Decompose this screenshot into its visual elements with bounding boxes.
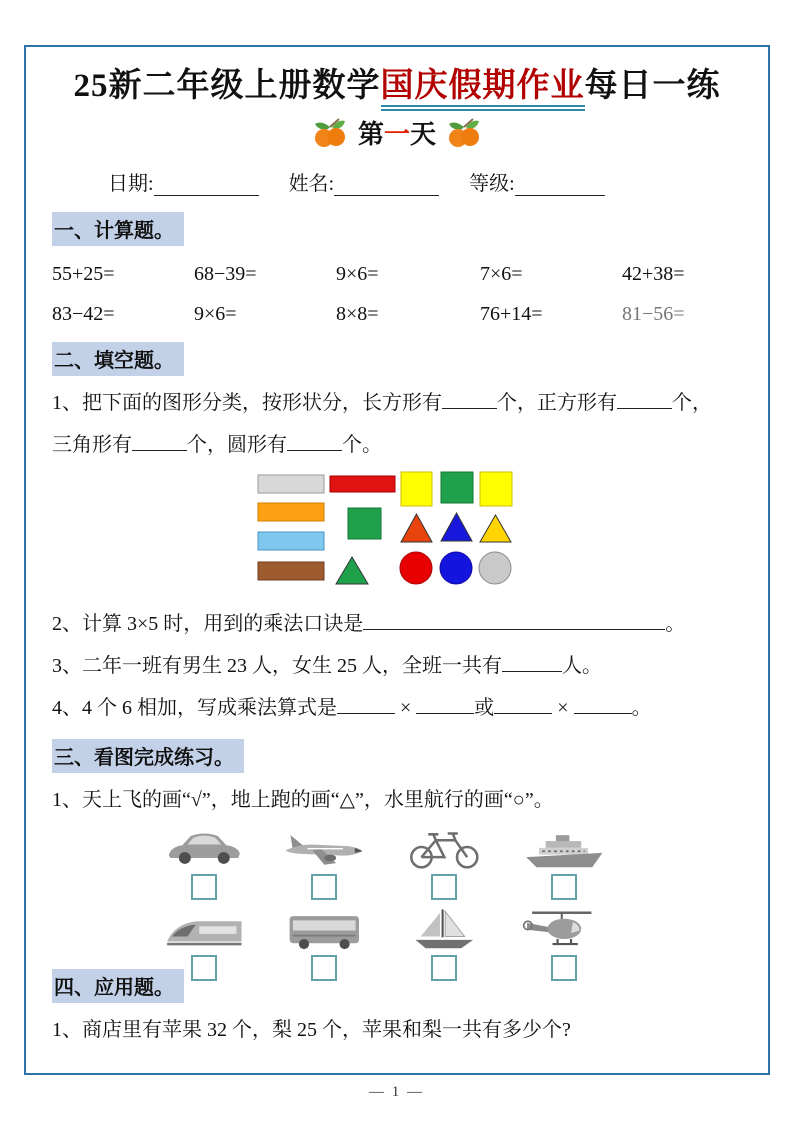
title-suffix: 每日一练 (584, 68, 721, 104)
answer-checkbox[interactable] (311, 874, 337, 900)
grade-label: 等级: (469, 173, 515, 195)
bicycle-image (402, 825, 487, 869)
yellow-square-2 (480, 472, 512, 506)
blue-rectangle (258, 532, 324, 550)
fill-question-2: 2、计算 3×5 时，用到的乘法口诀是 。 (52, 610, 742, 639)
vehicle-cell (162, 825, 247, 900)
section-4-heading: 四、应用题。 (52, 969, 184, 1003)
calc-problem: 9×6= (336, 263, 379, 285)
fill-question-1-line-1: 1、把下面的图形分类，按形状分，长方形有 个，正方形有 个， (52, 389, 742, 418)
green-triangle (336, 557, 368, 584)
calc-problems-row-2 (52, 303, 742, 326)
day-text: 第一天 (357, 120, 437, 149)
orange-rectangle (258, 503, 324, 521)
answer-blank (574, 694, 632, 714)
answer-checkbox[interactable] (431, 955, 457, 981)
fill-question-4: 4、4 个 6 相加，写成乘法算式是 × 或 × 。 (52, 694, 742, 723)
blue-circle (440, 552, 472, 584)
vehicle-cell (522, 825, 607, 900)
calc-problem: 68−39= (194, 263, 257, 285)
applied-question-1: 1、商店里有苹果 32 个，梨 25 个，苹果和梨一共有多少个? (52, 1019, 571, 1041)
yellow-triangle (480, 515, 511, 542)
name-label: 姓名: (288, 173, 335, 195)
fill-question-3: 3、二年一班有男生 23 人，女生 25 人，全班一共有 人。 (52, 652, 742, 681)
vehicles-grid (144, 825, 624, 981)
shapes-figure (252, 470, 522, 592)
calc-problem: 81−56= (622, 303, 685, 325)
answer-blank (287, 431, 342, 451)
answer-blank (416, 694, 474, 714)
blue-triangle (441, 513, 472, 541)
sailboat-image (402, 906, 487, 950)
worksheet-page (24, 45, 770, 1075)
calc-problem: 83−42= (52, 303, 115, 325)
red-triangle (401, 514, 432, 542)
answer-checkbox[interactable] (191, 874, 217, 900)
yellow-square-1 (401, 472, 432, 506)
calc-problem: 42+38= (622, 263, 685, 285)
tangerine-icon (312, 117, 348, 149)
section-1-heading: 一、计算题。 (52, 212, 184, 246)
title-highlight: 国庆假期作业 (381, 68, 585, 111)
date-blank (154, 176, 259, 196)
gray-rectangle (258, 475, 324, 493)
brown-rectangle (258, 562, 324, 580)
answer-blank (337, 694, 395, 714)
look-question-1: 1、天上飞的画“√”，地上跑的画“△”，水里航行的画“○”。 (52, 789, 554, 811)
calc-problem: 76+14= (480, 303, 543, 325)
answer-blank (617, 389, 672, 409)
answer-blank (494, 694, 552, 714)
calc-problem: 55+25= (52, 263, 115, 285)
vehicle-cell (402, 825, 487, 900)
answer-checkbox[interactable] (551, 874, 577, 900)
gray-circle (479, 552, 511, 584)
car-image (162, 825, 247, 869)
grade-blank (515, 176, 605, 196)
calc-problems-row-1 (52, 263, 742, 286)
bus-image (282, 906, 367, 950)
page-number: — 1 — (369, 1084, 424, 1100)
answer-blank (442, 389, 497, 409)
day-subtitle (52, 114, 742, 151)
vehicle-cell (402, 906, 487, 981)
date-label: 日期: (108, 173, 154, 195)
tangerine-icon (446, 117, 482, 149)
high-speed-train-image (162, 906, 247, 950)
vehicle-cell (282, 825, 367, 900)
green-square-1 (441, 472, 473, 503)
red-circle (400, 552, 432, 584)
section-3-heading: 三、看图完成练习。 (52, 739, 244, 773)
cruise-ship-image (522, 825, 607, 869)
section-2-heading: 二、填空题。 (52, 342, 184, 376)
fill-question-1-line-2: 三角形有 个，圆形有 个。 (52, 431, 742, 460)
calc-problem: 7×6= (480, 263, 523, 285)
shapes-figure-wrap (252, 470, 742, 597)
answer-blank (363, 610, 665, 630)
vehicle-cell (522, 906, 607, 981)
answer-blank (132, 431, 187, 451)
helicopter-image (522, 906, 607, 950)
calc-problem: 8×8= (336, 303, 379, 325)
answer-checkbox[interactable] (431, 874, 457, 900)
title-prefix: 25新二年级上册数学 (73, 68, 381, 104)
airplane-image (282, 825, 367, 869)
page-title (52, 59, 742, 106)
vehicle-cell (282, 906, 367, 981)
name-blank (334, 176, 439, 196)
answer-checkbox[interactable] (311, 955, 337, 981)
answer-blank (502, 652, 562, 672)
red-rectangle (330, 476, 395, 492)
calc-problem: 9×6= (194, 303, 237, 325)
answer-checkbox[interactable] (551, 955, 577, 981)
green-square-2 (348, 508, 381, 539)
meta-row (108, 167, 742, 196)
answer-checkbox[interactable] (191, 955, 217, 981)
